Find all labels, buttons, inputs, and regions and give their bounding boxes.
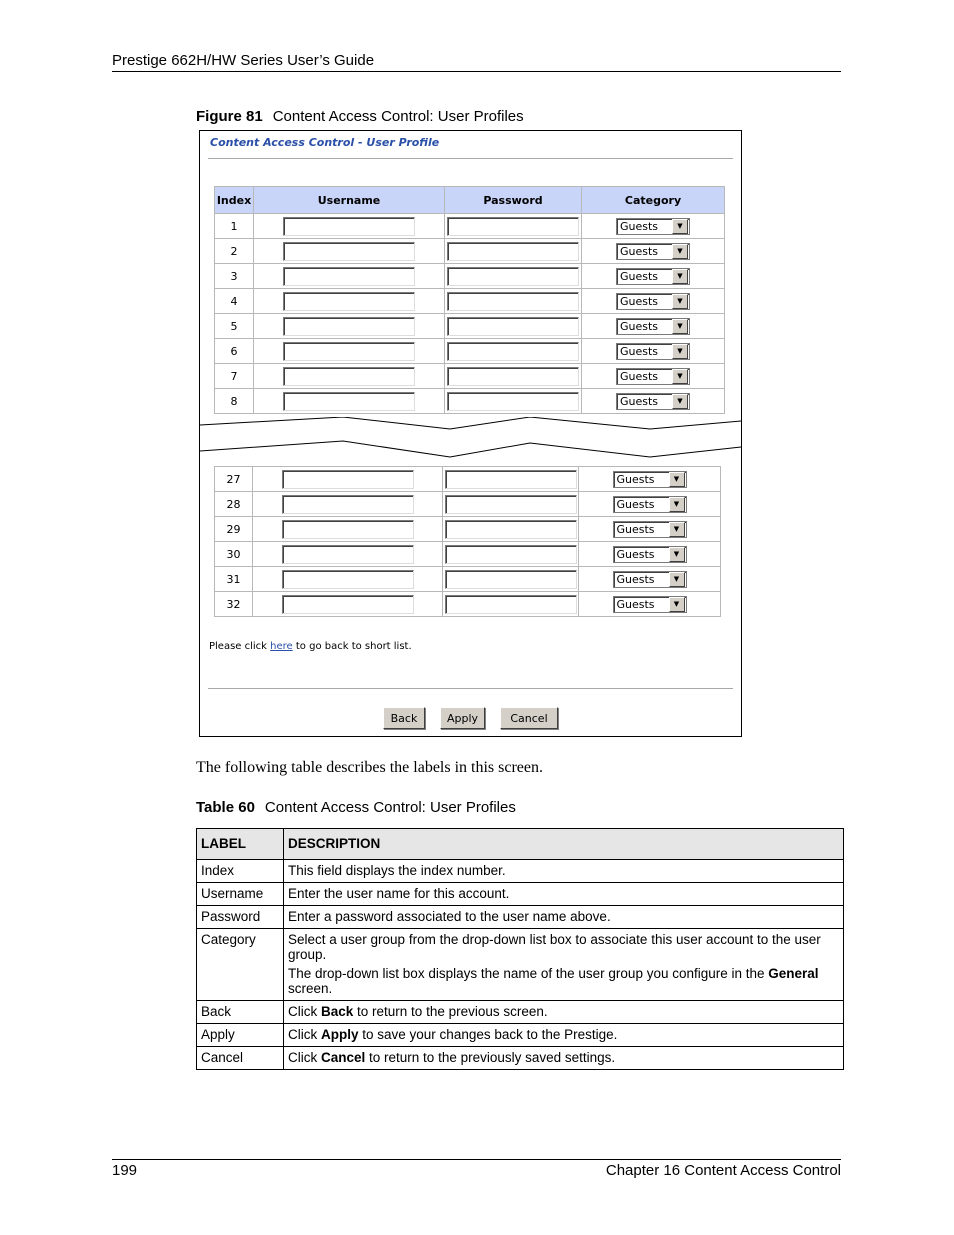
desc-text: Click [288, 1004, 321, 1019]
row-index: 7 [215, 364, 254, 389]
password-input[interactable] [445, 595, 577, 614]
break-band [200, 417, 741, 457]
username-cell [254, 389, 445, 414]
user-row [215, 389, 725, 414]
category-select[interactable] [616, 318, 690, 335]
password-cell [443, 467, 579, 492]
password-input[interactable] [447, 267, 579, 286]
chevron-down-icon[interactable]: ▼ [672, 269, 688, 284]
username-cell [254, 314, 445, 339]
row-index: 31 [215, 567, 253, 592]
user-row [215, 592, 721, 617]
chevron-down-icon[interactable]: ▼ [669, 597, 685, 612]
category-value: Guests [616, 597, 655, 611]
desc-text: screen. [288, 981, 333, 996]
user-row [215, 542, 721, 567]
password-cell [445, 264, 582, 289]
category-select[interactable] [613, 496, 687, 513]
user-row [215, 339, 725, 364]
password-input[interactable] [445, 495, 577, 514]
password-input[interactable] [447, 342, 579, 361]
row-label: Password [197, 906, 284, 929]
category-select[interactable] [616, 393, 690, 410]
table-row [197, 1001, 844, 1024]
button-rule [208, 688, 733, 689]
row-label: Cancel [197, 1047, 284, 1070]
user-row [215, 289, 725, 314]
table-label: Table 60 [196, 799, 255, 816]
row-index: 5 [215, 314, 254, 339]
username-cell [254, 289, 445, 314]
category-desc-1: Select a user group from the drop-down list box to associate this user account to the user group. [288, 932, 821, 962]
row-label: Username [197, 883, 284, 906]
category-value: Guests [620, 244, 659, 258]
row-index: 6 [215, 339, 254, 364]
username-cell [254, 364, 445, 389]
category-value: Guests [616, 547, 655, 561]
password-input[interactable] [447, 367, 579, 386]
table-row [197, 860, 844, 883]
password-cell [445, 364, 582, 389]
header-rule [112, 71, 841, 72]
password-input[interactable] [445, 545, 577, 564]
row-index: 30 [215, 542, 253, 567]
username-input[interactable] [283, 367, 415, 386]
user-row [215, 214, 725, 239]
category-value: Guests [616, 572, 655, 586]
table-row [197, 883, 844, 906]
row-index: 29 [215, 517, 253, 542]
username-input[interactable] [283, 342, 415, 361]
break-mark [200, 417, 741, 462]
category-value: Guests [616, 497, 655, 511]
desc-bold: Cancel [321, 1050, 366, 1065]
chevron-down-icon[interactable]: ▼ [672, 294, 688, 309]
username-cell [253, 567, 443, 592]
password-input[interactable] [445, 570, 577, 589]
page-number: 199 [112, 1162, 138, 1179]
category-desc-2 [288, 966, 839, 996]
screen-title-rule [208, 158, 733, 159]
row-description: Enter a password associated to the user name above. [284, 906, 844, 929]
password-cell [445, 214, 582, 239]
desc-text: to save your changes back to the Prestige. [358, 1027, 618, 1042]
username-input[interactable] [282, 495, 414, 514]
category-cell [579, 567, 721, 592]
row-label: Back [197, 1001, 284, 1024]
username-cell [254, 264, 445, 289]
username-cell [253, 467, 443, 492]
user-row [215, 239, 725, 264]
user-row [215, 567, 721, 592]
chevron-down-icon[interactable]: ▼ [672, 244, 688, 259]
row-index: 1 [215, 214, 254, 239]
desc-text: to return to the previously saved settings. [365, 1050, 616, 1065]
desc-bold: Apply [321, 1027, 359, 1042]
table-row [197, 929, 844, 1001]
username-input[interactable] [283, 242, 415, 261]
desc-bold: Back [321, 1004, 354, 1019]
password-input[interactable] [447, 392, 579, 411]
username-input[interactable] [283, 317, 415, 336]
password-cell [443, 517, 579, 542]
user-table-bottom [214, 466, 721, 617]
category-cell [579, 592, 721, 617]
category-select[interactable] [616, 218, 690, 235]
username-input[interactable] [282, 545, 414, 564]
row-description: Enter the user name for this account. [284, 883, 844, 906]
row-index: 3 [215, 264, 254, 289]
figure-title: Content Access Control: User Profiles [272, 108, 524, 125]
password-cell [445, 239, 582, 264]
user-row [215, 492, 721, 517]
category-value: Guests [620, 369, 659, 383]
chevron-down-icon[interactable]: ▼ [672, 344, 688, 359]
category-select[interactable] [616, 243, 690, 260]
chevron-down-icon[interactable]: ▼ [669, 472, 685, 487]
apply-button[interactable]: Apply [440, 707, 485, 729]
username-input[interactable] [282, 595, 414, 614]
body-text: The following table describes the labels in this screen. [196, 759, 544, 776]
password-cell [443, 567, 579, 592]
username-input[interactable] [282, 470, 414, 489]
password-cell [445, 389, 582, 414]
category-select[interactable] [613, 471, 687, 488]
category-cell [579, 492, 721, 517]
table-row [197, 1024, 844, 1047]
password-input[interactable] [447, 217, 579, 236]
table-caption [196, 799, 516, 816]
table-row [197, 906, 844, 929]
head-description: DESCRIPTION [284, 829, 844, 860]
chevron-down-icon[interactable]: ▼ [672, 319, 688, 334]
password-input[interactable] [445, 470, 577, 489]
user-row [215, 264, 725, 289]
password-input[interactable] [447, 317, 579, 336]
password-input[interactable] [445, 520, 577, 539]
row-label: Apply [197, 1024, 284, 1047]
category-cell [582, 264, 725, 289]
chevron-down-icon[interactable]: ▼ [672, 394, 688, 409]
row-description [284, 1047, 844, 1070]
username-input[interactable] [283, 392, 415, 411]
screen-title: Content Access Control - User Profile [210, 136, 440, 149]
row-index: 4 [215, 289, 254, 314]
desc-text: to return to the previous screen. [353, 1004, 548, 1019]
short-list-note [209, 641, 412, 652]
desc-text: Click [288, 1050, 321, 1065]
category-select[interactable] [613, 571, 687, 588]
table-row [197, 1047, 844, 1070]
category-cell [582, 289, 725, 314]
back-button[interactable]: Back [383, 707, 425, 729]
category-value: Guests [620, 269, 659, 283]
figure-label: Figure 81 [196, 108, 263, 125]
row-index: 8 [215, 389, 254, 414]
username-input[interactable] [283, 267, 415, 286]
category-value: Guests [616, 522, 655, 536]
category-value: Guests [620, 394, 659, 408]
category-value: Guests [616, 472, 655, 486]
password-cell [443, 592, 579, 617]
row-index: 28 [215, 492, 253, 517]
desc-text: The drop-down list box displays the name of the user group you configure in the [288, 966, 769, 981]
chevron-down-icon[interactable]: ▼ [669, 497, 685, 512]
category-select[interactable] [616, 368, 690, 385]
password-input[interactable] [447, 242, 579, 261]
password-cell [445, 289, 582, 314]
username-cell [253, 542, 443, 567]
category-cell [582, 214, 725, 239]
category-value: Guests [620, 319, 659, 333]
username-input[interactable] [283, 292, 415, 311]
row-description [284, 1024, 844, 1047]
category-value: Guests [620, 219, 659, 233]
col-password: Password [445, 187, 582, 214]
category-cell [582, 314, 725, 339]
col-category: Category [582, 187, 725, 214]
cancel-button[interactable]: Cancel [500, 707, 558, 729]
category-cell [582, 389, 725, 414]
category-cell [579, 517, 721, 542]
username-cell [254, 214, 445, 239]
running-header: Prestige 662H/HW Series User’s Guide [112, 52, 375, 69]
username-input[interactable] [283, 217, 415, 236]
row-description [284, 1001, 844, 1024]
row-label: Category [197, 929, 284, 1001]
user-row [215, 364, 725, 389]
category-value: Guests [620, 344, 659, 358]
category-cell [582, 364, 725, 389]
row-index: 2 [215, 239, 254, 264]
chevron-down-icon[interactable]: ▼ [669, 522, 685, 537]
category-cell [582, 339, 725, 364]
username-cell [254, 239, 445, 264]
table-title: Content Access Control: User Profiles [264, 799, 516, 816]
col-index: Index [215, 187, 254, 214]
chevron-down-icon[interactable]: ▼ [672, 369, 688, 384]
username-cell [253, 492, 443, 517]
category-select[interactable] [616, 293, 690, 310]
username-input[interactable] [282, 520, 414, 539]
password-cell [443, 492, 579, 517]
chevron-down-icon[interactable]: ▼ [669, 572, 685, 587]
row-description: This field displays the index number. [284, 860, 844, 883]
category-cell [582, 239, 725, 264]
category-select[interactable] [616, 343, 690, 360]
user-row [215, 517, 721, 542]
figure-caption [196, 108, 524, 125]
password-input[interactable] [447, 292, 579, 311]
category-select[interactable] [613, 546, 687, 563]
category-select[interactable] [613, 521, 687, 538]
category-value: Guests [620, 294, 659, 308]
user-row [215, 314, 725, 339]
username-cell [253, 592, 443, 617]
desc-text: Click [288, 1027, 321, 1042]
note-prefix: Please click [209, 641, 271, 652]
user-table-top [214, 186, 725, 414]
head-label: LABEL [197, 829, 284, 860]
username-cell [253, 517, 443, 542]
password-cell [443, 542, 579, 567]
here-link[interactable]: here [270, 641, 293, 652]
category-cell [579, 467, 721, 492]
row-label: Index [197, 860, 284, 883]
row-index: 32 [215, 592, 253, 617]
label-description-table [196, 828, 844, 1070]
footer-rule [112, 1159, 841, 1160]
chevron-down-icon[interactable]: ▼ [669, 547, 685, 562]
chevron-down-icon[interactable]: ▼ [672, 219, 688, 234]
user-row [215, 467, 721, 492]
col-username: Username [254, 187, 445, 214]
desc-bold: General [768, 966, 819, 981]
username-input[interactable] [282, 570, 414, 589]
password-cell [445, 339, 582, 364]
category-select[interactable] [616, 268, 690, 285]
row-description [284, 929, 844, 1001]
chapter-title: Chapter 16 Content Access Control [605, 1162, 841, 1179]
password-cell [445, 314, 582, 339]
screenshot-user-profile [199, 130, 742, 737]
category-select[interactable] [613, 596, 687, 613]
category-cell [579, 542, 721, 567]
row-index: 27 [215, 467, 253, 492]
username-cell [254, 339, 445, 364]
note-suffix: to go back to short list. [292, 641, 412, 652]
